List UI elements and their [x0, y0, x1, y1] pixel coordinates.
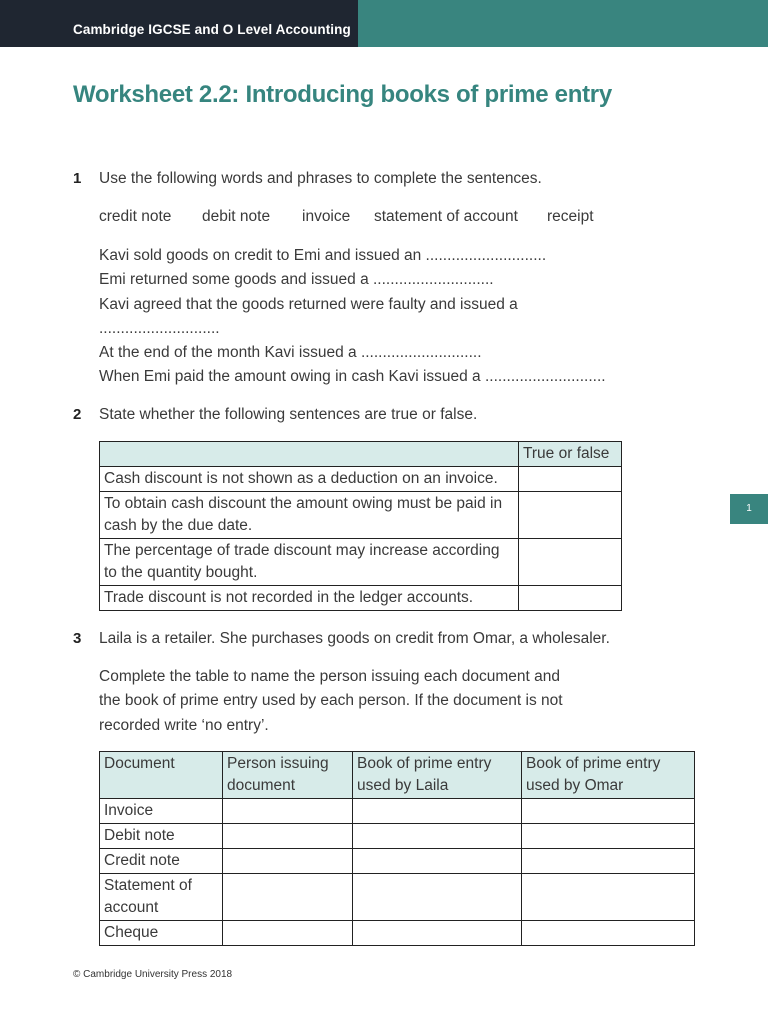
sentence: Emi returned some goods and issued a ............................ — [99, 271, 494, 288]
table-row — [100, 824, 695, 849]
document-cell: Credit note — [100, 849, 223, 874]
question-1-instruction: Use the following words and phrases to complete the sentences. — [99, 170, 542, 187]
document-cell: Invoice — [100, 799, 223, 824]
answer-cell[interactable] — [223, 799, 353, 824]
answer-cell[interactable] — [522, 849, 695, 874]
question-3-instruction: recorded write ‘no entry’. — [99, 717, 269, 734]
word-option: statement of account — [374, 208, 518, 225]
sentence: At the end of the month Kavi issued a ............................ — [99, 344, 482, 361]
answer-cell[interactable] — [223, 874, 353, 921]
sentence: Kavi agreed that the goods returned were faulty and issued a — [99, 296, 518, 313]
table-header-row — [100, 442, 622, 467]
table-header-cell: True or false — [519, 442, 622, 467]
word-option: receipt — [547, 208, 594, 225]
answer-cell[interactable] — [353, 824, 522, 849]
statement-cell: Trade discount is not recorded in the ledger accounts. — [100, 586, 519, 611]
table-row — [100, 539, 622, 586]
answer-cell[interactable] — [519, 539, 622, 586]
word-option: credit note — [99, 208, 172, 225]
header-accent-bar — [358, 0, 768, 47]
table-row — [100, 799, 695, 824]
word-option: invoice — [302, 208, 351, 225]
answer-cell[interactable] — [353, 849, 522, 874]
true-false-table — [99, 441, 622, 611]
table-row — [100, 921, 695, 946]
statement-cell: To obtain cash discount the amount owing must be paid in cash by the due date. — [100, 492, 519, 539]
question-2-instruction: State whether the following sentences are true or false. — [99, 406, 478, 423]
answer-cell[interactable] — [223, 849, 353, 874]
document-cell: Cheque — [100, 921, 223, 946]
answer-cell[interactable] — [353, 799, 522, 824]
answer-cell[interactable] — [522, 824, 695, 849]
copyright-footer: © Cambridge University Press 2018 — [73, 969, 233, 980]
answer-cell[interactable] — [522, 874, 695, 921]
document-cell: Debit note — [100, 824, 223, 849]
sentence: Kavi sold goods on credit to Emi and issued an ............................ — [99, 247, 547, 264]
answer-cell[interactable] — [519, 467, 622, 492]
answer-cell[interactable] — [223, 824, 353, 849]
sentence: When Emi paid the amount owing in cash Kavi issued a ............................ — [99, 368, 606, 385]
header-title: Cambridge IGCSE and O Level Accounting — [73, 22, 351, 37]
table-header-cell: Person issuing document — [223, 752, 353, 799]
question-3-number: 3 — [73, 630, 82, 647]
question-3-instruction: Complete the table to name the person issuing each document and — [99, 668, 560, 685]
answer-cell[interactable] — [223, 921, 353, 946]
worksheet-title: Worksheet 2.2: Introducing books of prime entry — [73, 81, 612, 108]
sentence: ............................ — [99, 320, 220, 337]
table-header-row — [100, 752, 695, 799]
answer-cell[interactable] — [522, 921, 695, 946]
table-row — [100, 492, 622, 539]
answer-cell[interactable] — [519, 586, 622, 611]
word-option: debit note — [202, 208, 271, 225]
question-2-number: 2 — [73, 406, 82, 423]
page-number-tab: 1 — [730, 494, 768, 524]
documents-table — [99, 751, 695, 946]
answer-cell[interactable] — [353, 874, 522, 921]
answer-cell[interactable] — [353, 921, 522, 946]
answer-cell[interactable] — [519, 492, 622, 539]
table-row — [100, 874, 695, 921]
document-cell: Statement of account — [100, 874, 223, 921]
statement-cell: The percentage of trade discount may increase according to the quantity bought. — [100, 539, 519, 586]
question-3-instruction: the book of prime entry used by each person. If the document is not — [99, 692, 563, 709]
table-header-cell: Book of prime entry used by Laila — [353, 752, 522, 799]
table-row — [100, 467, 622, 492]
statement-cell: Cash discount is not shown as a deduction on an invoice. — [100, 467, 519, 492]
table-header-cell: Book of prime entry used by Omar — [522, 752, 695, 799]
table-header-cell: Document — [100, 752, 223, 799]
header-bar — [0, 0, 358, 47]
table-header-cell — [100, 442, 519, 467]
table-row — [100, 849, 695, 874]
question-3-intro: Laila is a retailer. She purchases goods on credit from Omar, a wholesaler. — [99, 630, 610, 647]
table-row — [100, 586, 622, 611]
answer-cell[interactable] — [522, 799, 695, 824]
question-1-number: 1 — [73, 170, 82, 187]
